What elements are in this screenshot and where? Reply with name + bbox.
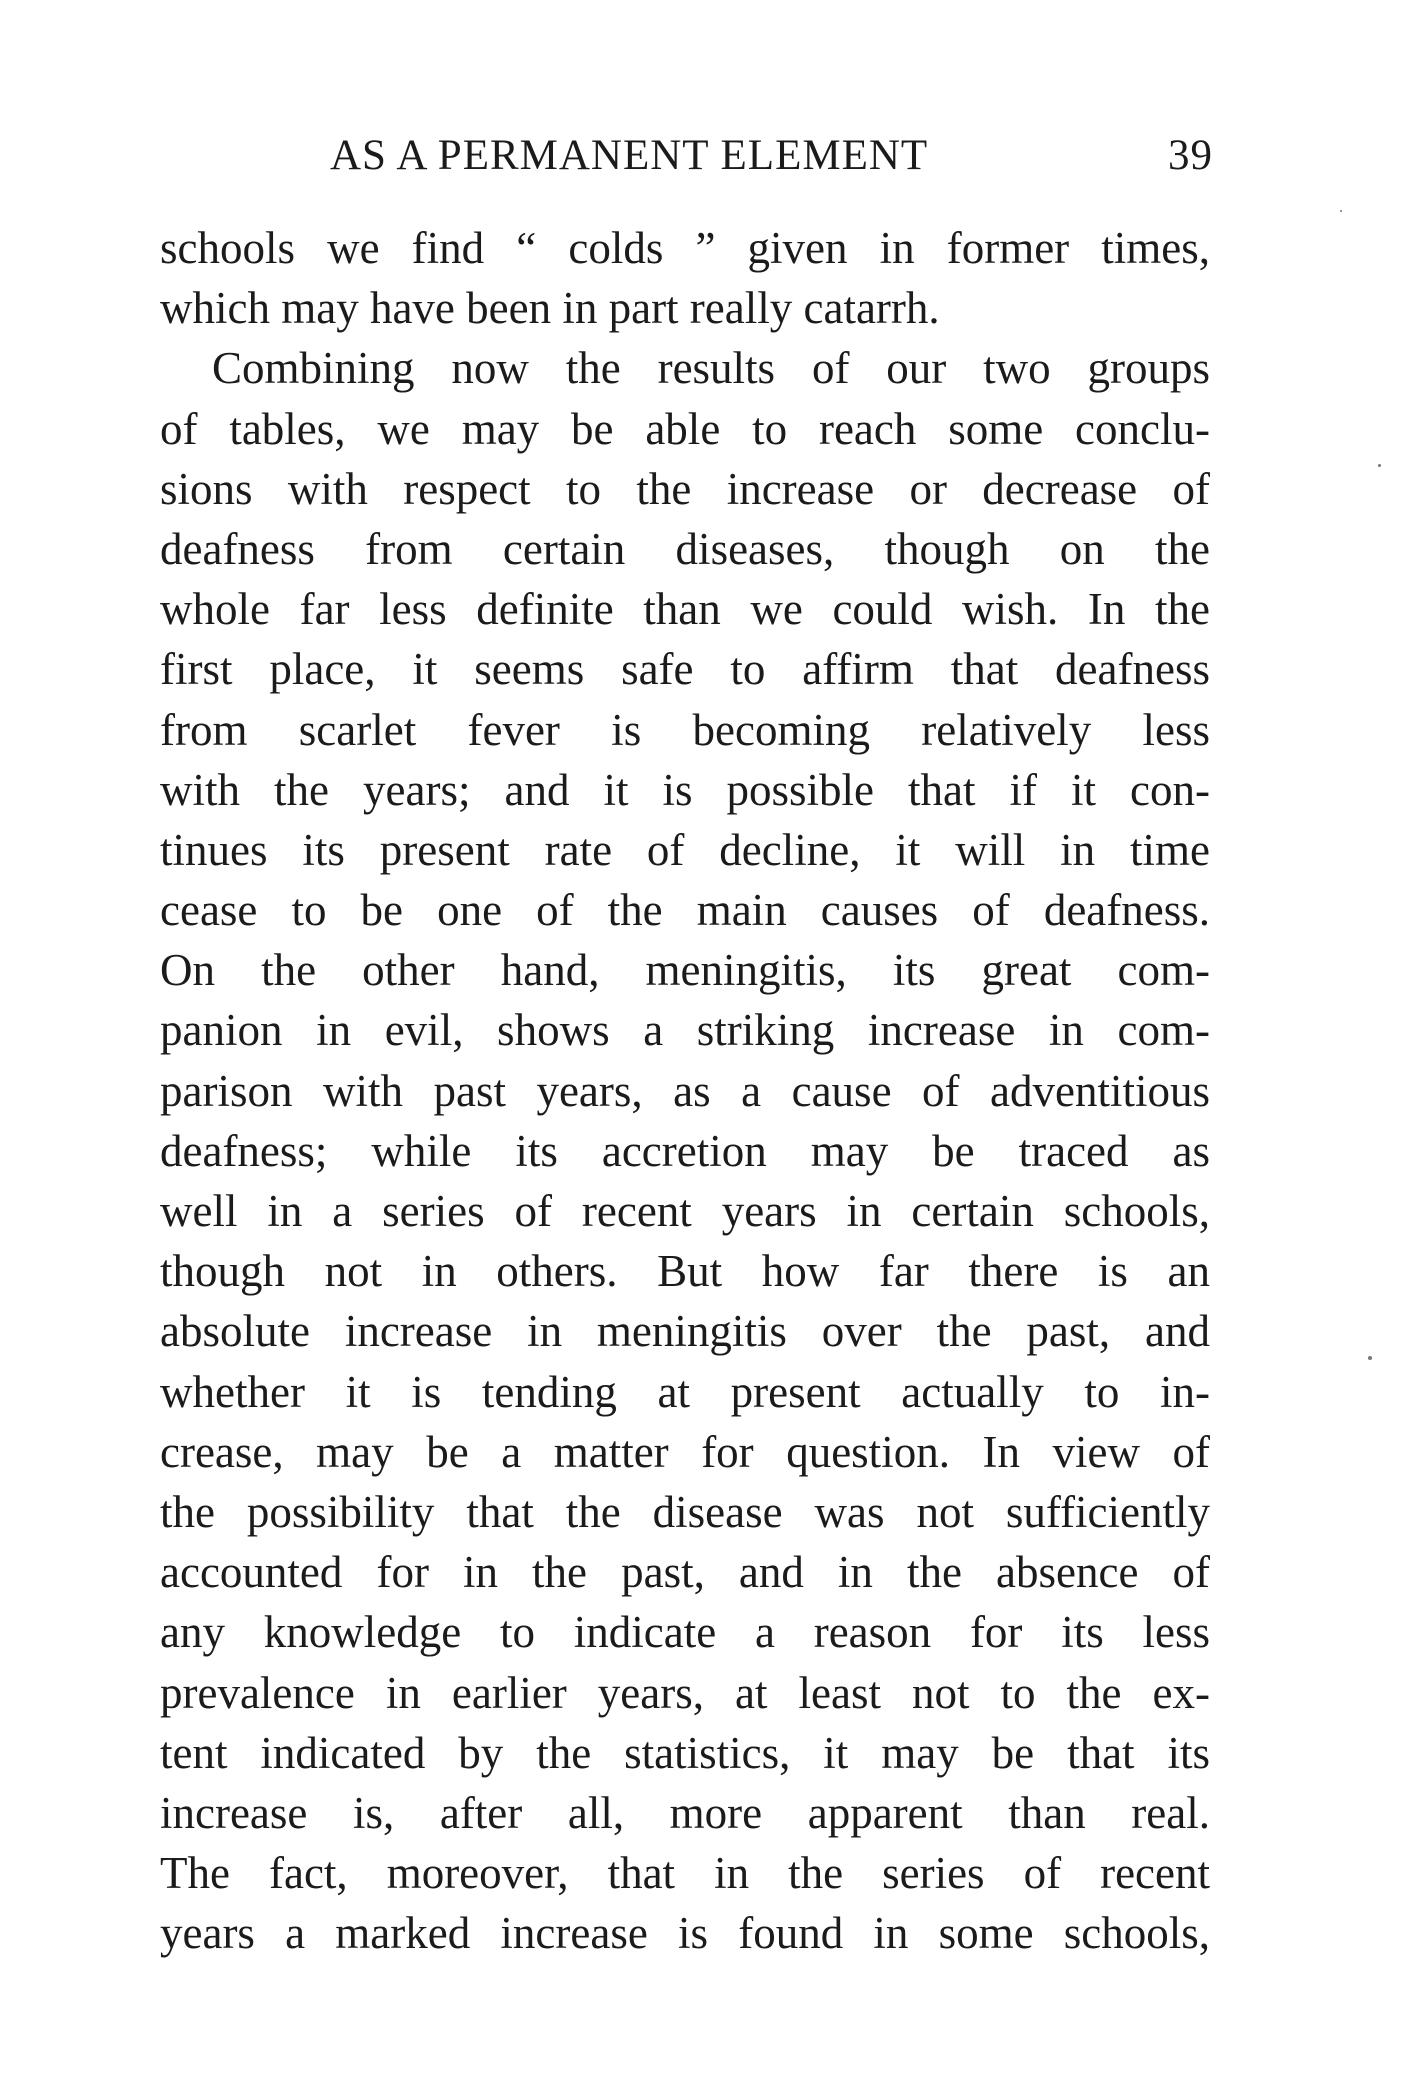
text-line: deafness from certain diseases, though on the bbox=[160, 523, 1210, 574]
text-line: from scarlet fever is becoming relatively less bbox=[160, 704, 1210, 755]
text-line: tinues its present rate of decline, it will in time bbox=[160, 824, 1210, 875]
text-line: whole far less definite than we could wish. In the bbox=[160, 584, 1210, 635]
text-line: prevalence in earlier years, at least not to the ex- bbox=[160, 1667, 1210, 1718]
text-line: which may have been in part really catarrh. bbox=[160, 283, 940, 334]
running-title: AS A PERMANENT ELEMENT bbox=[330, 132, 929, 179]
text-line: parison with past years, as a cause of adventitious bbox=[160, 1065, 1210, 1116]
running-head bbox=[0, 126, 1411, 186]
text-line: any knowledge to indicate a reason for its less bbox=[160, 1607, 1210, 1658]
text-line: Combining now the results of our two groups bbox=[212, 343, 1210, 394]
text-line: cease to be one of the main causes of deafness. bbox=[160, 885, 1210, 936]
text-line: schools we find “ colds ” given in former times, bbox=[160, 223, 1210, 273]
text-line: accounted for in the past, and in the absence of bbox=[160, 1547, 1210, 1598]
text-line: absolute increase in meningitis over the past, and bbox=[160, 1306, 1210, 1357]
paper-speck bbox=[1340, 210, 1342, 212]
text-line: On the other hand, meningitis, its great com- bbox=[160, 945, 1210, 996]
paper-speck bbox=[1368, 1356, 1372, 1360]
text-line: years a marked increase is found in some schools, bbox=[160, 1908, 1210, 1959]
text-line: though not in others. But how far there is an bbox=[160, 1246, 1210, 1297]
text-line: the possibility that the disease was not sufficiently bbox=[160, 1486, 1210, 1537]
text-line: increase is, after all, more apparent than real. bbox=[160, 1787, 1210, 1838]
text-line: first place, it seems safe to affirm that deafness bbox=[160, 644, 1210, 695]
text-line: well in a series of recent years in certain schools, bbox=[160, 1186, 1210, 1236]
text-line: The fact, moreover, that in the series of recent bbox=[160, 1848, 1210, 1899]
text-line: of tables, we may be able to reach some conclu- bbox=[160, 403, 1210, 454]
text-line: whether it is tending at present actually to in- bbox=[160, 1366, 1210, 1417]
paper-speck bbox=[1378, 464, 1381, 467]
text-line: deafness; while its accretion may be traced as bbox=[160, 1125, 1210, 1176]
text-line: crease, may be a matter for question. In view of bbox=[160, 1426, 1210, 1477]
text-line: tent indicated by the statistics, it may be that its bbox=[160, 1727, 1210, 1778]
text-line: panion in evil, shows a striking increase in com- bbox=[160, 1005, 1210, 1056]
text-line: with the years; and it is possible that if it con- bbox=[160, 764, 1210, 815]
body-text bbox=[160, 218, 1210, 1963]
page-number: 39 bbox=[1168, 132, 1213, 179]
text-line: sions with respect to the increase or decrease of bbox=[160, 463, 1210, 514]
